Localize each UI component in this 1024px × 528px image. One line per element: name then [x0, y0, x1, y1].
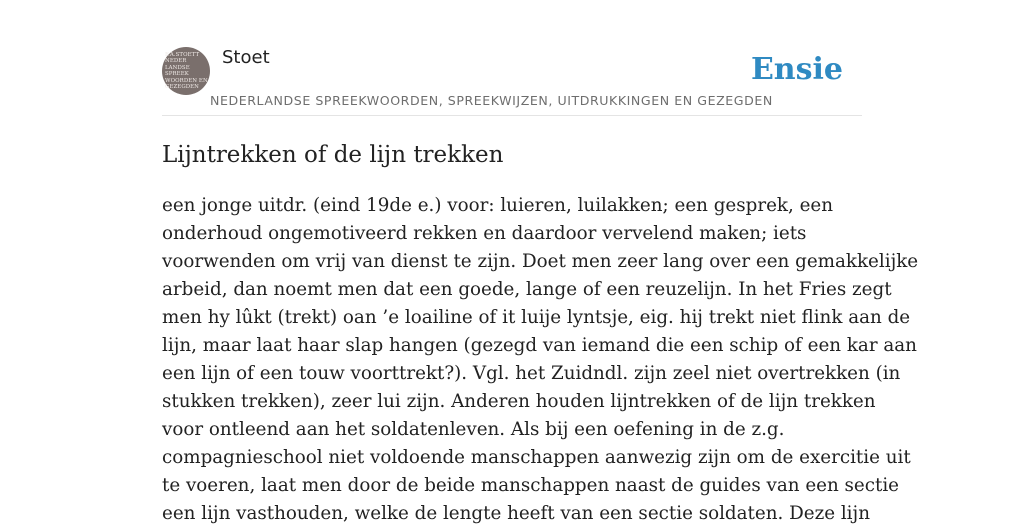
source-subtitle[interactable]: NEDERLANDSE SPREEKWOORDEN, SPREEKWIJZEN, UITDRUKKINGEN EN GEZEGDEN	[210, 93, 773, 108]
avatar-text-line: SPREEK	[165, 71, 189, 78]
body-line: lijn, maar laat haar slap hangen (gezegd van iemand die een schip of een kar aan	[162, 335, 917, 356]
body-line: een lijn of een touw voorttrekt?). Vgl. het Zuidndl. zijn zeel niet overtrekken (in	[162, 363, 901, 384]
body-line: te voeren, laat men door de beide manschappen naast de guides van een sectie	[162, 475, 899, 496]
avatar-book-cover	[165, 52, 209, 90]
header-divider	[162, 115, 862, 116]
avatar-text-line: GEZEGDEN	[165, 84, 200, 91]
body-line: stukken trekken), zeer lui zijn. Anderen houden lijntrekken of de lijn trekken	[162, 391, 876, 412]
article-title: Lijntrekken of de lijn trekken	[162, 142, 504, 168]
author-name[interactable]: Stoet	[222, 47, 270, 68]
body-line: voorwenden om vrij van dienst te zijn. Doet men zeer lang over een gemakkelijke	[162, 251, 919, 272]
avatar[interactable]	[162, 47, 210, 95]
body-line: voor ontleend aan het soldatenleven. Als bij een oefening in de z.g.	[162, 419, 785, 440]
body-line: arbeid, dan noemt men dat een goede, lange of een reuzelijn. In het Fries zegt	[162, 279, 892, 300]
body-line: men hy lûkt (trekt) oan ’e loailine of it luije lyntsje, eig. hij trekt niet flink aan de	[162, 307, 911, 328]
body-line: compagnieschool niet voldoende manschappen aanwezig zijn om de exercitie uit	[162, 447, 911, 468]
avatar-text-line: LANDSE	[165, 64, 190, 71]
avatar-text-line: NEDER	[165, 58, 187, 65]
ensie-logo[interactable]: Ensie	[750, 52, 843, 87]
article-body	[162, 192, 919, 528]
body-line: onderhoud ongemotiveerd rekken en daardoor vervelend maken; iets	[162, 223, 807, 244]
avatar-text-line: WOORDEN EN	[165, 77, 208, 84]
avatar-text-line: F.A.STOETT	[165, 52, 200, 58]
body-line: een lijn vasthouden, welke de lengte heeft van een sectie soldaten. Deze lijn	[162, 503, 870, 524]
body-line: een jonge uitdr. (eind 19de e.) voor: luieren, luilakken; een gesprek, een	[162, 195, 833, 216]
